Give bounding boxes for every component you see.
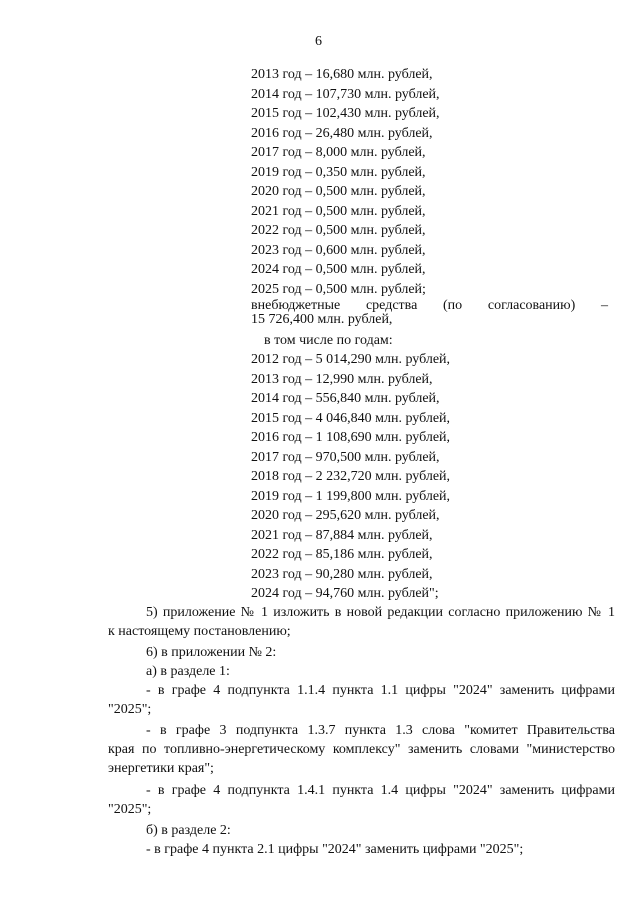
funding-list-item: 2021 год – 0,500 млн. рублей, [251, 203, 426, 219]
funding-list-item: 2014 год – 107,730 млн. рублей, [251, 86, 440, 102]
funding-list-item: 2018 год – 2 232,720 млн. рублей, [251, 469, 451, 484]
funding-list-item: 2016 год – 1 108,690 млн. рублей, [251, 430, 451, 445]
funding-list-item: 2019 год – 1 199,800 млн. рублей, [251, 488, 451, 504]
item-5-paragraph [108, 603, 615, 641]
funding-list-item: 2021 год – 87,884 млн. рублей, [251, 527, 433, 543]
item-5-line-2: к настоящему постановлению; [108, 624, 291, 639]
item-6-heading: 6) в приложении № 2: [146, 645, 277, 660]
item-6a-heading: а) в разделе 1: [146, 664, 230, 679]
page-number: 6 [315, 34, 322, 49]
funding-list-item: 2023 год – 90,280 млн. рублей, [251, 566, 433, 582]
item-5-line-1: 5) приложение № 1 изложить в новой редакции согласно приложению № 1 [146, 605, 615, 620]
funding-list-item: 2020 год – 0,500 млн. рублей, [251, 184, 426, 199]
funding-list-item: 2014 год – 556,840 млн. рублей, [251, 391, 440, 406]
sub-item-2-line-2: края по топливно-энергетическому комплексу" заменить словами "министерство [108, 742, 615, 757]
sub-item-1-line-2: "2025"; [108, 702, 152, 717]
funding-list-item: 2025 год – 0,500 млн. рублей; [251, 281, 426, 297]
sub-item-2-line-3: энергетики края"; [108, 761, 214, 776]
funding-list-item: 2012 год – 5 014,290 млн. рублей, [251, 352, 451, 367]
funding-list-item: 2019 год – 0,350 млн. рублей, [251, 164, 426, 180]
sub-item-2-line-1: - в графе 3 подпункта 1.3.7 пункта 1.3 слова "комитет Правительства [146, 723, 615, 738]
funding-list-item: 2015 год – 4 046,840 млн. рублей, [251, 410, 451, 426]
item-6b-heading: б) в разделе 2: [146, 823, 231, 838]
funding-list-item: 2017 год – 8,000 млн. рублей, [251, 145, 426, 160]
sub-item-3-line-1: - в графе 4 подпункта 1.4.1 пункта 1.4 цифры "2024" заменить цифрами [146, 783, 615, 798]
funding-list-item: 2022 год – 85,186 млн. рублей, [251, 547, 433, 562]
funding-list-item: 2013 год – 12,990 млн. рублей, [251, 371, 433, 387]
funding-list-item: 2017 год – 970,500 млн. рублей, [251, 449, 440, 465]
funding-list-item: 2013 год – 16,680 млн. рублей, [251, 67, 433, 82]
funding-list-item: 2015 год – 102,430 млн. рублей, [251, 106, 440, 121]
funding-list-item: 2022 год – 0,500 млн. рублей, [251, 223, 426, 238]
sub-item-2-paragraph [108, 721, 615, 778]
funding-list-item: 2023 год – 0,600 млн. рублей, [251, 242, 426, 258]
sub-item-3-line-2: "2025"; [108, 802, 152, 817]
funding-list-item: 2024 год – 0,500 млн. рублей, [251, 262, 426, 277]
by-years-label: в том числе по годам: [264, 333, 393, 348]
sub-item-1-line-1: - в графе 4 подпункта 1.1.4 пункта 1.1 цифры "2024" заменить цифрами [146, 683, 615, 698]
funding-list-item: 2016 год – 26,480 млн. рублей, [251, 125, 433, 141]
sub-item-4-line-1: - в графе 4 пункта 2.1 цифры "2024" заменить цифрами "2025"; [146, 842, 524, 857]
offbudget-line-1: внебюджетные средства (по согласованию) – [251, 298, 608, 313]
offbudget-line-2: 15 726,400 млн. рублей, [251, 312, 393, 327]
funding-list-item: 2024 год – 94,760 млн. рублей"; [251, 586, 439, 601]
sub-item-1-paragraph [108, 681, 615, 719]
sub-item-3-paragraph [108, 781, 615, 819]
funding-list-item: 2020 год – 295,620 млн. рублей, [251, 508, 440, 523]
